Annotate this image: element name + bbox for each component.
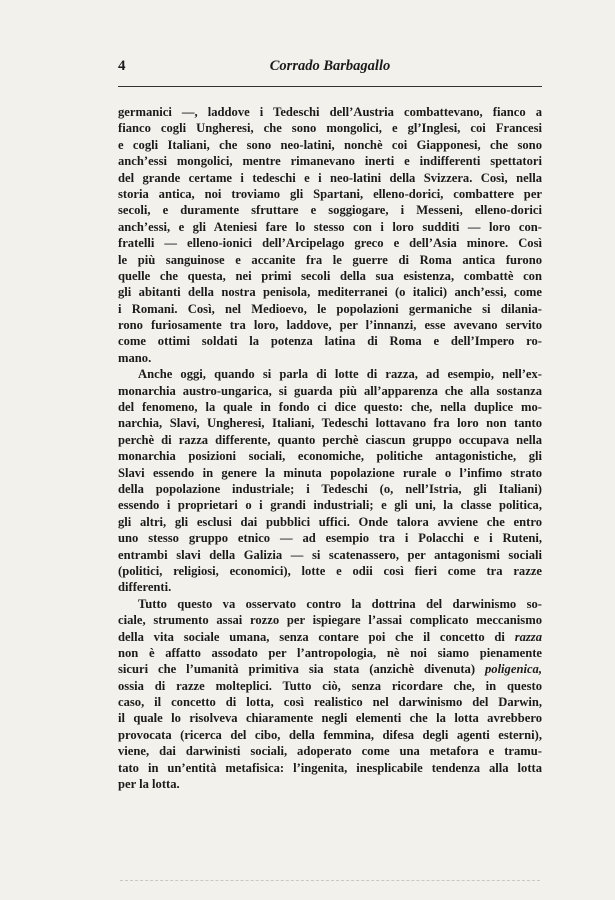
body-text — [118, 104, 542, 792]
text-line: secoli, e duramente sfruttare e soggiogare, i Messeni, elleno-dorici — [118, 203, 542, 218]
text-line: del grande certame i tedeschi e i neo-latini della Svizzera. Così, nella — [118, 170, 542, 185]
text-line: anch’essi mongolici, mentre rimanevano inerti e indifferenti spettatori — [118, 154, 542, 169]
text-line: i Romani. Così, nel Medioevo, le popolazioni germaniche si dilania- — [118, 301, 542, 316]
text-line: narchia, Slavi, Ungheresi, Italiani, Tedeschi lottavano fra loro non tanto — [118, 416, 542, 431]
text-line: germanici —, laddove i Tedeschi dell’Austria combattevano, fianco a — [118, 105, 542, 119]
text-line: caso, il concetto di lotta, così realistico nel darwinismo del Darwin, — [118, 695, 542, 710]
page-number: 4 — [118, 58, 126, 74]
text-line: il quale lo risolveva chiaramente negli elementi che la lotta avrebbero — [118, 711, 542, 726]
text-line: differenti. — [118, 580, 172, 595]
text-line: Anche oggi, quando si parla di lotte di razza, ad esempio, nell’ex- — [138, 367, 542, 382]
text-line: della vita sociale umana, senza contare poi che il concetto di razza — [118, 629, 542, 644]
text-line: gli abitanti della nostra penisola, mediterranei (o italici) anch’essi, come — [118, 285, 542, 300]
text-line: e cogli Italiani, che sono neo-latini, nonchè coi Giapponesi, che sono — [118, 137, 542, 152]
text-line: tato in un’entità metafisica: l’ingenita, inesplicabile tendenza alla lotta — [118, 760, 542, 775]
text-line: della popolazione industriale; i Tedeschi (o, nell’Istria, gli Italiani) — [118, 481, 542, 496]
text-line: come ottimi soldati la potenza latina di Roma e dell’Impero ro- — [118, 334, 542, 349]
text-line: fratelli — elleno-ionici dell’Arcipelago greco e dell’Asia minore. Così — [118, 236, 542, 251]
text-line: le più sanguinose e accanite fra le guerre di Roma antica furono — [118, 252, 542, 267]
text-line: mano. — [118, 350, 152, 365]
text-line: ossia di razze molteplici. Tutto ciò, senza ricordare che, in questo — [118, 678, 542, 693]
text-line: ciale, strumento assai rozzo per ispiegare l’assai complicato meccanismo — [118, 613, 542, 628]
text-line: Slavi essendo in genere la minuta popolazione rurale o l’infimo strato — [118, 465, 542, 480]
text-line: entrambi slavi della Galizia — si scatenassero, per antagonismi sociali — [118, 547, 542, 562]
text-line: fianco cogli Ungheresi, che sono mongolici, e gl’Inglesi, coi Francesi — [118, 121, 542, 136]
text-line: rono furiosamente tra loro, laddove, per l’innanzi, esse avevano servito — [118, 318, 542, 333]
text-line: storia antica, noi troviamo gli Spartani, elleno-dorici, combattere per — [118, 186, 542, 201]
text-line: del fenomeno, la quale in fondo ci dice questo: che, nella duplice mo- — [118, 400, 542, 415]
text-line: perchè di razza differente, quanto perchè ciascun gruppo occupava nella — [118, 432, 542, 447]
text-line: uno stesso gruppo etnico — ad esempio tra i Polacchi e i Ruteni, — [118, 531, 542, 546]
text-line: monarchia posizioni sociali, economiche, politiche antagonistiche, gli — [118, 449, 542, 464]
page-edge-mark — [120, 880, 540, 887]
running-head: Corrado Barbagallo — [269, 58, 391, 74]
text-line: viene, dai darwinisti sociali, adoperato come una metafora e tramu- — [118, 744, 542, 759]
page-header — [118, 58, 542, 87]
text-line: monarchia austro-ungarica, si guarda più all’apparenza che alla sostanza — [118, 383, 542, 398]
text-line: (politici, religiosi, economici), lotte e odii così fieri come tra razze — [118, 563, 542, 578]
text-line: per la lotta. — [118, 777, 180, 792]
text-line: provocata (ricerca del cibo, della femmina, difesa degli agenti esterni), — [118, 727, 542, 742]
text-line: anch’essi, e gli Ateniesi fare lo stesso con i loro sudditi — loro con- — [118, 219, 542, 234]
text-line: gli altri, gli esclusi dai pubblici uffici. Onde talora avviene che entro — [118, 514, 542, 529]
text-line: sicuri che l’umanità primitiva sia stata (anzichè divenuta) poligenica, — [118, 662, 542, 677]
text-line: non è affatto assodato per l’antropologia, nè noi siamo pienamente — [118, 645, 542, 660]
text-line: essendo i proprietari o i grandi industriali; e gli uni, la classe politica, — [118, 498, 542, 513]
text-line: Tutto questo va osservato contro la dottrina del darwinismo so- — [138, 596, 542, 611]
text-line: quelle che questa, nei primi secoli della sua esistenza, combattè con — [118, 268, 542, 283]
